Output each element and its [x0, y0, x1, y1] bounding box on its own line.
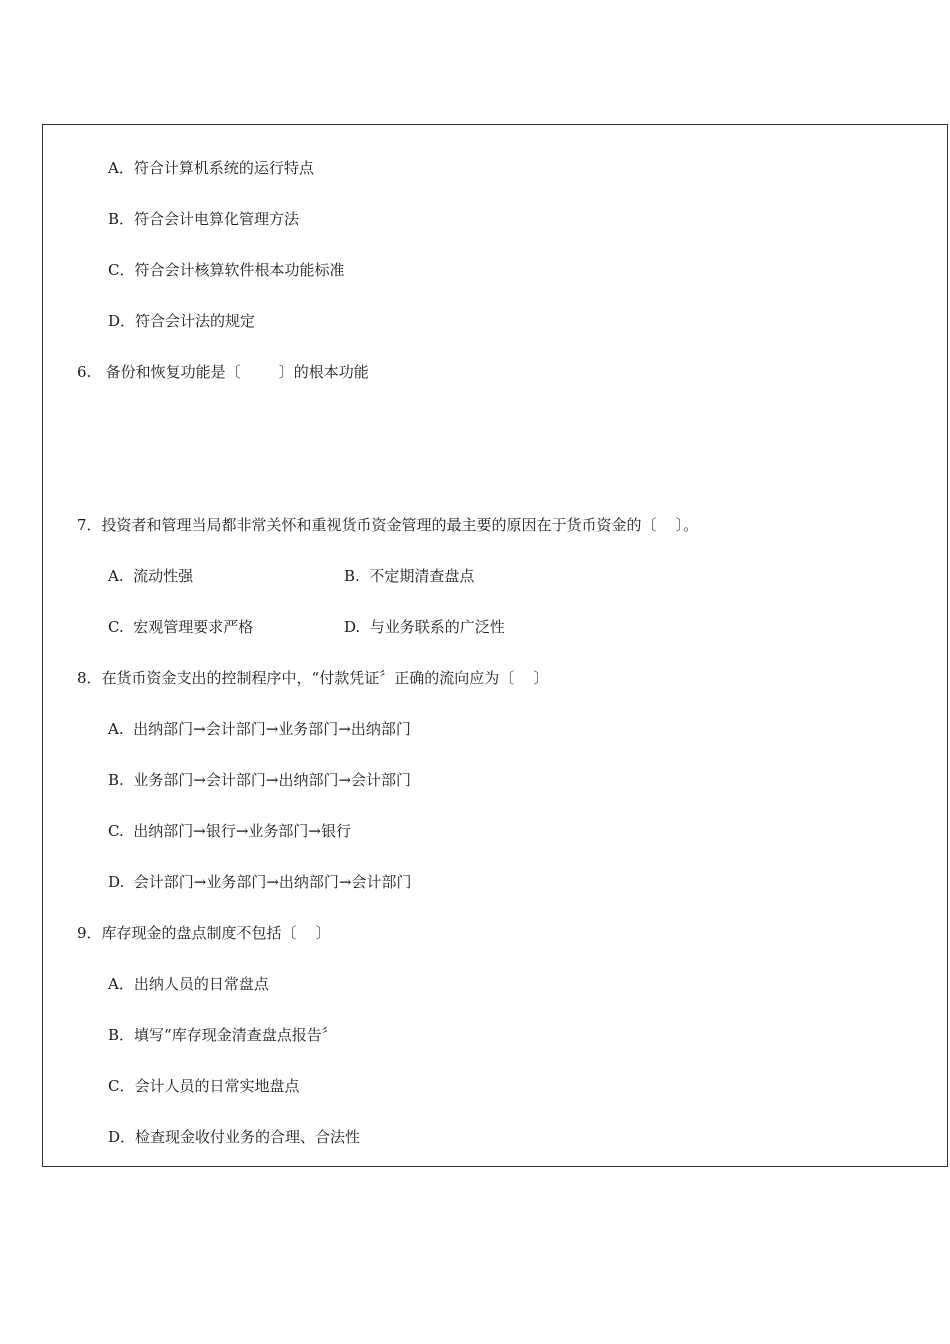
q8-option-c: C. 出纳部门→银行→业务部门→银行 — [108, 822, 351, 840]
q9-stem: 9．库存现金的盘点制度不包括〔 〕 — [77, 924, 331, 942]
q5-option-b: B．符合会计电算化管理方法 — [108, 210, 300, 228]
q9-option-c: C．会计人员的日常实地盘点 — [108, 1077, 300, 1095]
q7-option-a: A. 流动性强 — [108, 567, 194, 585]
q9-option-d: D．检查现金收付业务的合理、合法性 — [108, 1128, 361, 1146]
q8-option-b: B. 业务部门→会计部门→出纳部门→会计部门 — [108, 771, 412, 789]
q9-option-a: A．出纳人员的日常盘点 — [108, 975, 269, 993]
q8-option-d: D. 会计部门→业务部门→出纳部门→会计部门 — [108, 873, 412, 891]
q9-option-b: B．填写“库存现金清查盘点报告〞 — [108, 1026, 337, 1044]
q7-option-b: B. 不定期清查盘点 — [344, 567, 475, 585]
q8-option-a: A. 出纳部门→会计部门→业务部门→出纳部门 — [108, 720, 411, 738]
q7-stem: 7．投资者和管理当局都非常关怀和重视货币资金管理的最主要的原因在于货币资金的〔 〕。 — [77, 516, 699, 534]
q5-option-c: C．符合会计核算软件根本功能标准 — [108, 261, 345, 279]
question-table-border — [42, 124, 948, 1167]
q6-stem: 6. 备份和恢复功能是〔 〕的根本功能 — [77, 363, 369, 381]
q8-stem: 8．在货币资金支出的控制程序中，“付款凭证〞正确的流向应为〔 〕 — [77, 669, 549, 687]
q7-option-c: C. 宏观管理要求严格 — [108, 618, 254, 636]
q5-option-a: A．符合计算机系统的运行特点 — [108, 159, 314, 177]
q5-option-d: D．符合会计法的规定 — [108, 312, 256, 330]
q7-option-d: D. 与业务联系的广泛性 — [344, 618, 505, 636]
